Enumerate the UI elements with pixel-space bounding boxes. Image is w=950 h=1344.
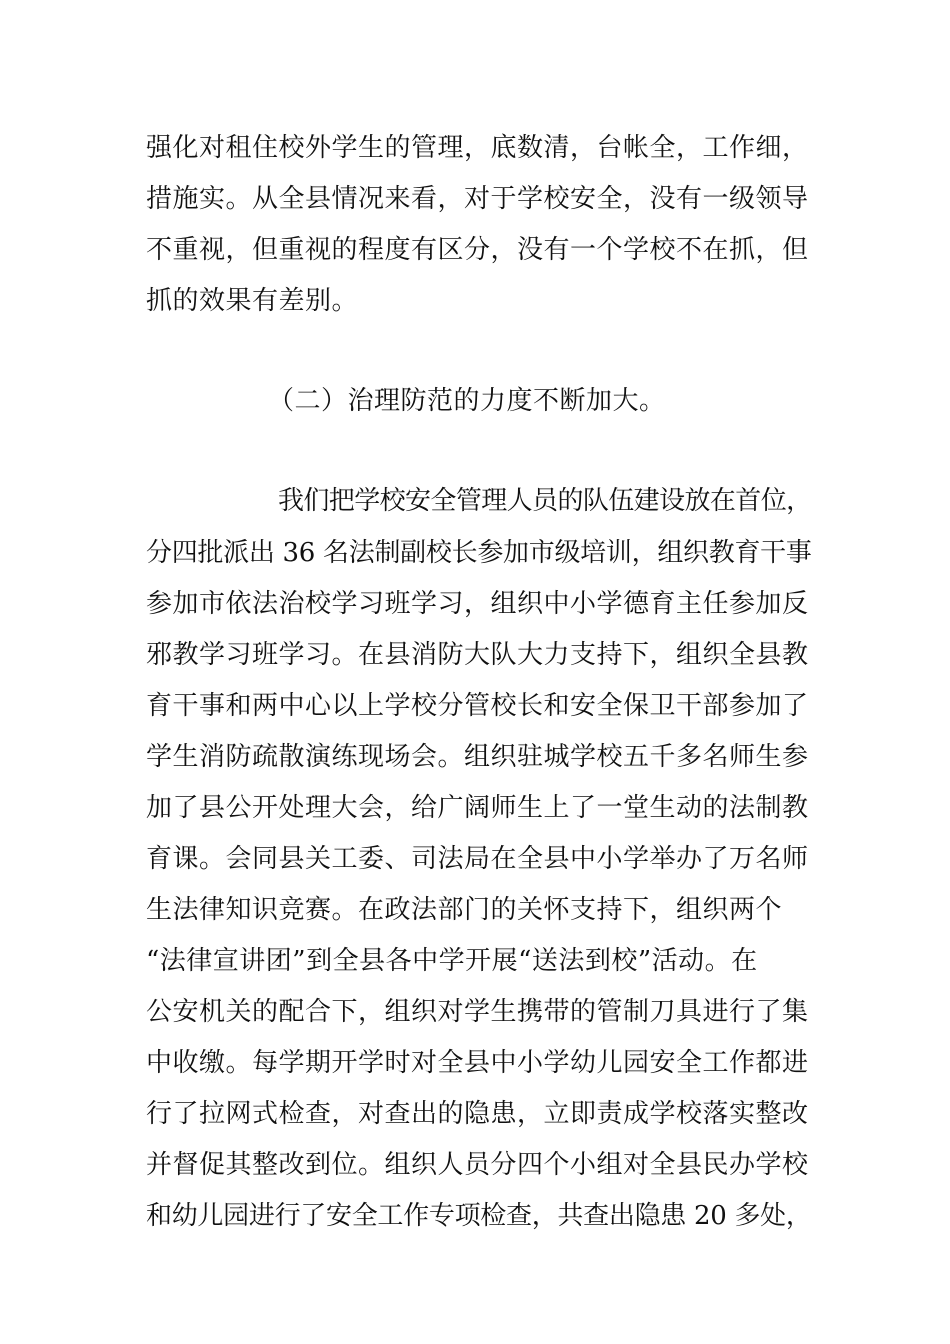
paragraph-2-line-6: 学生消防疏散演练现场会。组织驻城学校五千多名师生参	[146, 742, 809, 772]
paragraph-2-line-11: 公安机关的配合下，组织对学生携带的管制刀具进行了集	[146, 997, 809, 1027]
paragraph-2-line-7: 加了县公开处理大会，给广阔师生上了一堂生动的法制教	[146, 793, 809, 823]
paragraph-2-line-13: 行了拉网式检查，对查出的隐患，立即责成学校落实整改	[146, 1099, 809, 1129]
paragraph-2-line-9: 生法律知识竞赛。在政法部门的关怀支持下，组织两个	[146, 895, 783, 925]
paragraph-1-line-2: 措施实。从全县情况来看，对于学校安全，没有一级领导	[146, 184, 809, 214]
paragraph-2-line-15: 和幼儿园进行了安全工作专项检查，共查出隐患 20 多处，	[146, 1201, 812, 1231]
paragraph-1-line-4: 抓的效果有差别。	[146, 286, 359, 316]
paragraph-2-line-8: 育课。会同县关工委、司法局在全县中小学举办了万名师	[146, 844, 809, 874]
section-heading: （二）治理防范的力度不断加大。	[268, 386, 666, 416]
paragraph-1-line-1: 强化对租住校外学生的管理，底数清，台帐全，工作细，	[146, 133, 809, 163]
paragraph-2-line-14: 并督促其整改到位。组织人员分四个小组对全县民办学校	[146, 1150, 809, 1180]
paragraph-2-line-12: 中收缴。每学期开学时对全县中小学幼儿园安全工作都进	[146, 1048, 809, 1078]
paragraph-2-line-3: 参加市依法治校学习班学习，组织中小学德育主任参加反	[146, 589, 809, 619]
paragraph-2-line-2: 分四批派出 36 名法制副校长参加市级培训，组织教育干事	[146, 538, 812, 568]
paragraph-1-line-3: 不重视，但重视的程度有区分，没有一个学校不在抓，但	[146, 235, 809, 265]
paragraph-2-line-10: “法律宣讲团”到全县各中学开展“送法到校”活动。在	[146, 946, 758, 976]
paragraph-2-line-1: 我们把学校安全管理人员的队伍建设放在首位，	[278, 486, 812, 516]
paragraph-2-line-4: 邪教学习班学习。在县消防大队大力支持下，组织全县教	[146, 640, 809, 670]
paragraph-2-line-5: 育干事和两中心以上学校分管校长和安全保卫干部参加了	[146, 691, 809, 721]
